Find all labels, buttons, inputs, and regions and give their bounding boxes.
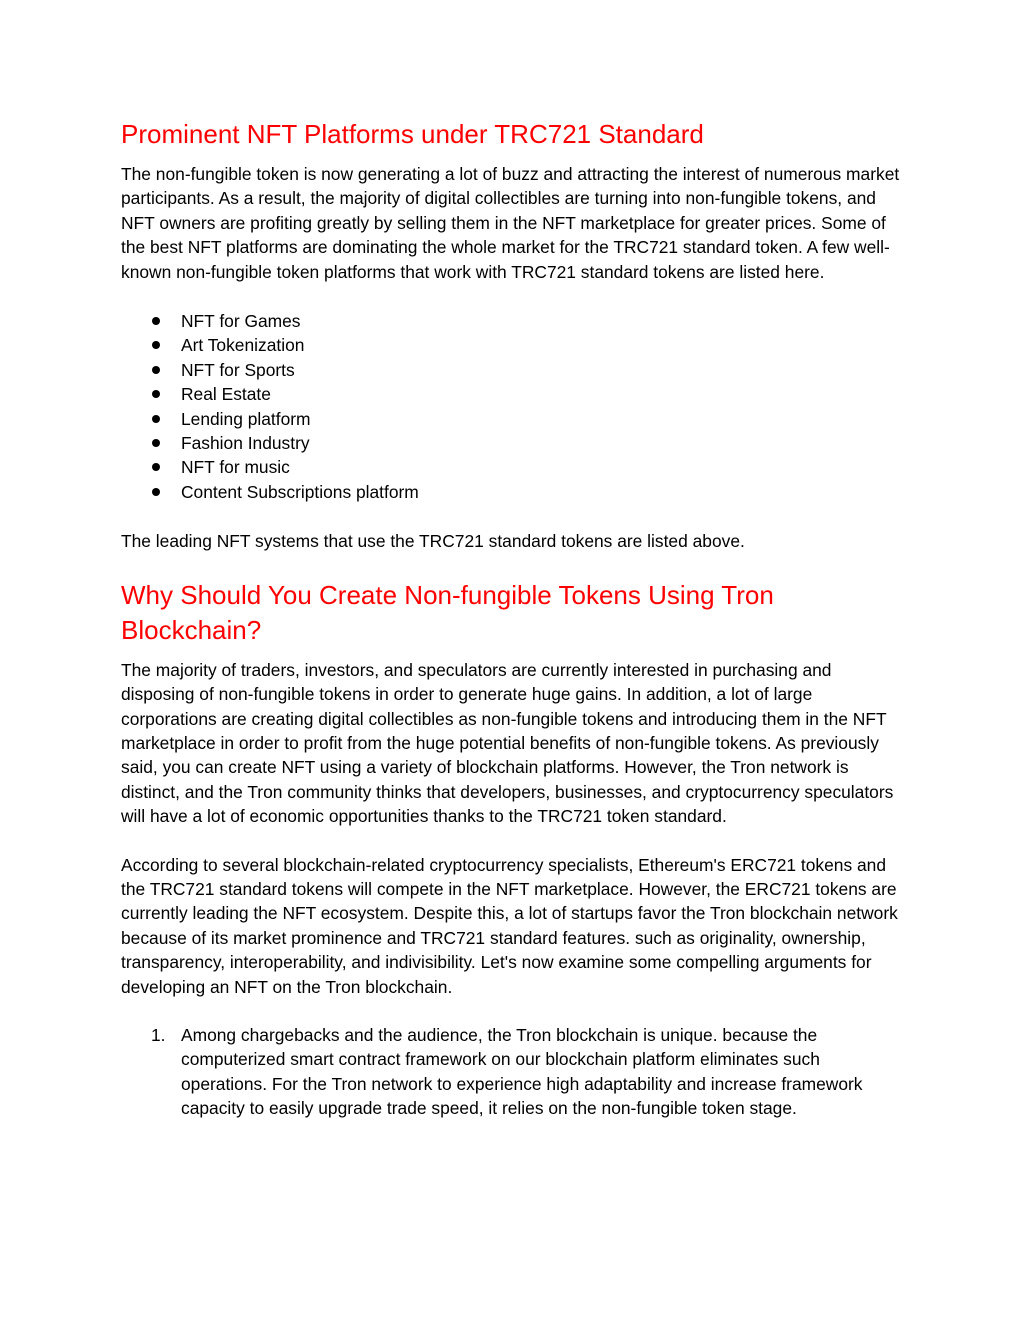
bullet-icon <box>152 439 160 447</box>
body-paragraph: The majority of traders, investors, and speculators are currently interested in purchasing and disposing of non-fungible tokens in order to generate huge gains. In addition, a lot of large corporations are creating digital collectibles as non-fungible tokens and introducing them in the NFT marketplace in order to profit from the huge potential benefits of non-fungible tokens. As previously said, you can create NFT using a variety of blockchain platforms. However, the Tron network is distinct, and the Tron community thinks that developers, businesses, and cryptocurrency speculators will have a lot of economic opportunities thanks to the TRC721 token standard. <box>121 659 894 827</box>
body-paragraph: According to several blockchain-related cryptocurrency specialists, Ethereum's ERC721 tokens and the TRC721 standard tokens will compete in the NFT marketplace. However, the ERC721 tokens are currently leading the NFT ecosystem. Despite this, a lot of startups favor the Tron blockchain network because of its market prominence and TRC721 standard features. such as originality, ownership, transparency, interoperability, and indivisibility. Let's now examine some compelling arguments for developing an NFT on the Tron blockchain. <box>121 854 898 997</box>
bullet-icon <box>152 366 160 374</box>
platform-list <box>121 309 906 504</box>
document-page <box>121 117 906 1121</box>
section-heading-why-tron: Why Should You Create Non-fungible Tokens Using Tron Blockchain? <box>121 579 774 645</box>
list-item-label: Fashion Industry <box>181 433 310 454</box>
bullet-icon <box>152 317 160 325</box>
list-number: 1. <box>151 1024 166 1045</box>
reasons-list <box>121 1023 906 1121</box>
list-item <box>121 407 906 431</box>
list-item-label: NFT for Sports <box>181 359 295 380</box>
bullet-icon <box>152 390 160 398</box>
list-item-label: Lending platform <box>181 408 311 429</box>
list-item-label: NFT for Games <box>181 311 301 332</box>
list-item <box>121 382 906 406</box>
bullet-icon <box>152 488 160 496</box>
list-item <box>121 333 906 357</box>
list-item <box>121 309 906 333</box>
list-item-label: Real Estate <box>181 384 271 405</box>
bullet-icon <box>152 463 160 471</box>
list-item-label: Art Tokenization <box>181 335 305 356</box>
list-item <box>121 455 906 479</box>
list-item <box>121 1023 906 1121</box>
closing-paragraph: The leading NFT systems that use the TRC721 standard tokens are listed above. <box>121 531 745 552</box>
list-item-text: Among chargebacks and the audience, the Tron blockchain is unique. because the computerized smart contract framework on our blockchain platform eliminates such operations. For the Tron network to experience high adaptability and increase framework capacity to easily upgrade trade speed, it relies on the non-fungible token stage. <box>181 1024 863 1119</box>
list-item-label: Content Subscriptions platform <box>181 481 419 502</box>
list-item <box>121 358 906 382</box>
intro-paragraph: The non-fungible token is now generating a lot of buzz and attracting the interest of numerous market participants. As a result, the majority of digital collectibles are turning into non-fungible tokens, and NFT owners are profiting greatly by selling them in the NFT marketplace for greater prices. Some of the best NFT platforms are dominating the whole market for the TRC721 standard token. A few well-known non-fungible token platforms that work with TRC721 standard tokens are listed here. <box>121 164 900 282</box>
list-item <box>121 431 906 455</box>
list-item-label: NFT for music <box>181 457 290 478</box>
section-heading-nft-platforms: Prominent NFT Platforms under TRC721 Standard <box>121 119 704 149</box>
list-item <box>121 480 906 504</box>
bullet-icon <box>152 341 160 349</box>
bullet-icon <box>152 415 160 423</box>
